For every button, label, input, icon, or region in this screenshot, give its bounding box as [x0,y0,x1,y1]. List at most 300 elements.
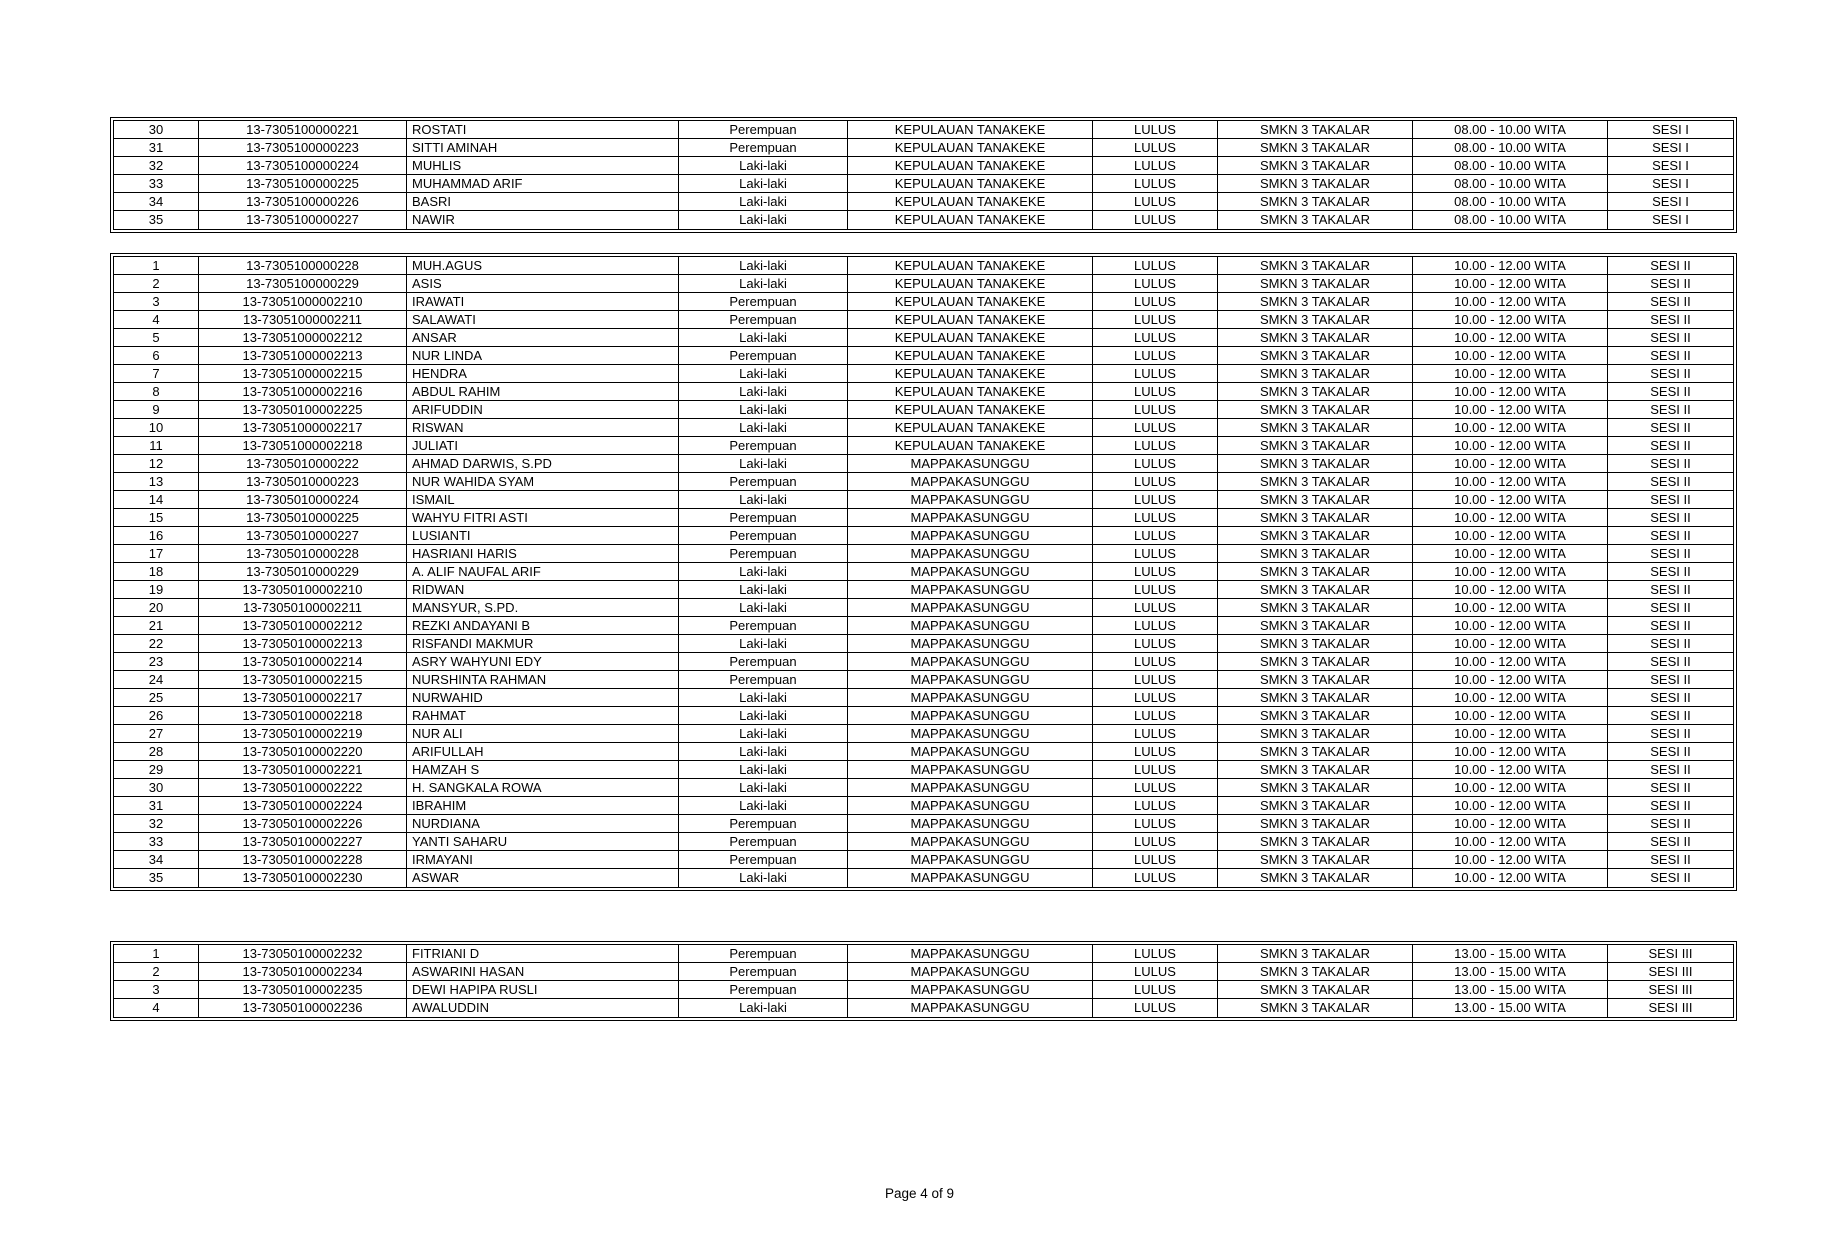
cell-no: 9 [114,401,199,419]
cell-no: 27 [114,725,199,743]
cell-school: SMKN 3 TAKALAR [1218,257,1413,275]
cell-session: SESI II [1608,491,1733,509]
cell-no: 7 [114,365,199,383]
cell-name: ASWAR [407,869,679,887]
table-row [114,293,1733,311]
cell-school: SMKN 3 TAKALAR [1218,401,1413,419]
cell-session: SESI II [1608,401,1733,419]
cell-no: 28 [114,743,199,761]
cell-gender: Laki-laki [679,599,848,617]
cell-district: MAPPAKASUNGGU [848,851,1093,869]
cell-session: SESI II [1608,725,1733,743]
cell-school: SMKN 3 TAKALAR [1218,563,1413,581]
cell-time_wita: 08.00 - 10.00 WITA [1413,193,1608,211]
cell-name: WAHYU FITRI ASTI [407,509,679,527]
cell-exam_number: 13-73050100002213 [199,635,407,653]
cell-no: 1 [114,257,199,275]
cell-time_wita: 13.00 - 15.00 WITA [1413,945,1608,963]
cell-time_wita: 10.00 - 12.00 WITA [1413,563,1608,581]
cell-name: JULIATI [407,437,679,455]
cell-no: 2 [114,963,199,981]
cell-time_wita: 10.00 - 12.00 WITA [1413,455,1608,473]
cell-school: SMKN 3 TAKALAR [1218,945,1413,963]
cell-name: ARIFUDDIN [407,401,679,419]
cell-session: SESI III [1608,945,1733,963]
cell-school: SMKN 3 TAKALAR [1218,635,1413,653]
cell-gender: Laki-laki [679,157,848,175]
cell-time_wita: 10.00 - 12.00 WITA [1413,473,1608,491]
cell-no: 18 [114,563,199,581]
cell-no: 14 [114,491,199,509]
cell-session: SESI II [1608,653,1733,671]
cell-status: LULUS [1093,815,1218,833]
cell-gender: Perempuan [679,121,848,139]
cell-district: KEPULAUAN TANAKEKE [848,157,1093,175]
cell-district: MAPPAKASUNGGU [848,869,1093,887]
cell-district: MAPPAKASUNGGU [848,509,1093,527]
cell-status: LULUS [1093,653,1218,671]
cell-session: SESI II [1608,689,1733,707]
cell-no: 20 [114,599,199,617]
cell-session: SESI II [1608,419,1733,437]
cell-status: LULUS [1093,121,1218,139]
cell-exam_number: 13-73050100002226 [199,815,407,833]
cell-district: MAPPAKASUNGGU [848,963,1093,981]
cell-name: ASRY WAHYUNI EDY [407,653,679,671]
cell-district: KEPULAUAN TANAKEKE [848,257,1093,275]
table-row [114,419,1733,437]
cell-name: REZKI ANDAYANI B [407,617,679,635]
cell-gender: Laki-laki [679,707,848,725]
cell-gender: Laki-laki [679,419,848,437]
cell-school: SMKN 3 TAKALAR [1218,833,1413,851]
table-row [114,329,1733,347]
page-footer: Page 4 of 9 [884,1186,955,1201]
cell-exam_number: 13-73050100002212 [199,617,407,635]
cell-no: 6 [114,347,199,365]
cell-session: SESI II [1608,455,1733,473]
cell-district: MAPPAKASUNGGU [848,473,1093,491]
cell-time_wita: 10.00 - 12.00 WITA [1413,689,1608,707]
cell-time_wita: 08.00 - 10.00 WITA [1413,121,1608,139]
cell-time_wita: 10.00 - 12.00 WITA [1413,275,1608,293]
cell-status: LULUS [1093,455,1218,473]
session-1-table-wrap [110,117,1737,233]
cell-no: 2 [114,275,199,293]
cell-name: FITRIANI D [407,945,679,963]
cell-gender: Laki-laki [679,761,848,779]
cell-name: NURDIANA [407,815,679,833]
cell-no: 19 [114,581,199,599]
cell-exam_number: 13-7305100000227 [199,211,407,229]
cell-school: SMKN 3 TAKALAR [1218,761,1413,779]
cell-no: 25 [114,689,199,707]
cell-school: SMKN 3 TAKALAR [1218,193,1413,211]
cell-time_wita: 08.00 - 10.00 WITA [1413,157,1608,175]
cell-district: KEPULAUAN TANAKEKE [848,401,1093,419]
cell-name: NURSHINTA RAHMAN [407,671,679,689]
cell-exam_number: 13-73050100002232 [199,945,407,963]
cell-status: LULUS [1093,383,1218,401]
cell-time_wita: 10.00 - 12.00 WITA [1413,815,1608,833]
table-row [114,275,1733,293]
cell-name: IRAWATI [407,293,679,311]
table-row [114,779,1733,797]
cell-time_wita: 10.00 - 12.00 WITA [1413,653,1608,671]
cell-district: MAPPAKASUNGGU [848,779,1093,797]
cell-gender: Laki-laki [679,257,848,275]
cell-no: 34 [114,851,199,869]
table-row [114,175,1733,193]
cell-school: SMKN 3 TAKALAR [1218,689,1413,707]
cell-time_wita: 10.00 - 12.00 WITA [1413,617,1608,635]
cell-gender: Perempuan [679,671,848,689]
cell-exam_number: 13-7305100000229 [199,275,407,293]
table-row [114,689,1733,707]
cell-district: MAPPAKASUNGGU [848,743,1093,761]
cell-exam_number: 13-73050100002219 [199,725,407,743]
cell-district: MAPPAKASUNGGU [848,761,1093,779]
cell-school: SMKN 3 TAKALAR [1218,963,1413,981]
cell-time_wita: 10.00 - 12.00 WITA [1413,545,1608,563]
cell-school: SMKN 3 TAKALAR [1218,815,1413,833]
cell-district: MAPPAKASUNGGU [848,599,1093,617]
results-table-sesi-2 [110,253,1737,891]
cell-no: 33 [114,833,199,851]
cell-exam_number: 13-73050100002218 [199,707,407,725]
cell-name: MUHLIS [407,157,679,175]
cell-no: 15 [114,509,199,527]
cell-status: LULUS [1093,635,1218,653]
cell-school: SMKN 3 TAKALAR [1218,311,1413,329]
cell-status: LULUS [1093,275,1218,293]
cell-gender: Perempuan [679,527,848,545]
cell-status: LULUS [1093,981,1218,999]
cell-exam_number: 13-7305010000223 [199,473,407,491]
cell-time_wita: 10.00 - 12.00 WITA [1413,671,1608,689]
table-row [114,193,1733,211]
cell-exam_number: 13-73051000002215 [199,365,407,383]
cell-gender: Laki-laki [679,401,848,419]
cell-status: LULUS [1093,671,1218,689]
cell-district: KEPULAUAN TANAKEKE [848,121,1093,139]
cell-district: MAPPAKASUNGGU [848,707,1093,725]
cell-school: SMKN 3 TAKALAR [1218,275,1413,293]
cell-status: LULUS [1093,347,1218,365]
cell-no: 4 [114,311,199,329]
cell-session: SESI I [1608,175,1733,193]
cell-school: SMKN 3 TAKALAR [1218,329,1413,347]
cell-no: 10 [114,419,199,437]
cell-school: SMKN 3 TAKALAR [1218,779,1413,797]
cell-district: MAPPAKASUNGGU [848,671,1093,689]
cell-school: SMKN 3 TAKALAR [1218,653,1413,671]
cell-status: LULUS [1093,945,1218,963]
cell-session: SESI II [1608,347,1733,365]
cell-time_wita: 10.00 - 12.00 WITA [1413,869,1608,887]
cell-exam_number: 13-7305010000222 [199,455,407,473]
cell-name: RISFANDI MAKMUR [407,635,679,653]
cell-exam_number: 13-7305100000226 [199,193,407,211]
cell-time_wita: 10.00 - 12.00 WITA [1413,329,1608,347]
cell-status: LULUS [1093,617,1218,635]
table-row [114,157,1733,175]
cell-status: LULUS [1093,401,1218,419]
cell-exam_number: 13-73051000002211 [199,311,407,329]
table-row [114,981,1733,999]
cell-exam_number: 13-73050100002215 [199,671,407,689]
cell-time_wita: 10.00 - 12.00 WITA [1413,725,1608,743]
cell-gender: Perempuan [679,963,848,981]
cell-school: SMKN 3 TAKALAR [1218,175,1413,193]
cell-exam_number: 13-7305010000229 [199,563,407,581]
cell-no: 11 [114,437,199,455]
cell-time_wita: 10.00 - 12.00 WITA [1413,365,1608,383]
cell-session: SESI I [1608,193,1733,211]
cell-exam_number: 13-73051000002212 [199,329,407,347]
table-row [114,797,1733,815]
cell-exam_number: 13-73050100002214 [199,653,407,671]
cell-time_wita: 10.00 - 12.00 WITA [1413,707,1608,725]
table-row [114,121,1733,139]
cell-gender: Laki-laki [679,563,848,581]
cell-exam_number: 13-73051000002216 [199,383,407,401]
cell-school: SMKN 3 TAKALAR [1218,293,1413,311]
table-row [114,761,1733,779]
cell-status: LULUS [1093,193,1218,211]
table-row [114,401,1733,419]
cell-status: LULUS [1093,563,1218,581]
cell-name: ARIFULLAH [407,743,679,761]
cell-district: MAPPAKASUNGGU [848,653,1093,671]
cell-name: HASRIANI HARIS [407,545,679,563]
cell-session: SESI II [1608,311,1733,329]
cell-no: 29 [114,761,199,779]
table-row [114,437,1733,455]
cell-session: SESI II [1608,599,1733,617]
cell-exam_number: 13-73050100002222 [199,779,407,797]
cell-gender: Perempuan [679,653,848,671]
cell-exam_number: 13-7305010000227 [199,527,407,545]
cell-district: MAPPAKASUNGGU [848,815,1093,833]
cell-time_wita: 10.00 - 12.00 WITA [1413,437,1608,455]
cell-school: SMKN 3 TAKALAR [1218,707,1413,725]
session-3-table-wrap [110,941,1737,1021]
cell-name: NUR LINDA [407,347,679,365]
cell-no: 3 [114,293,199,311]
cell-name: MUHAMMAD ARIF [407,175,679,193]
cell-time_wita: 13.00 - 15.00 WITA [1413,981,1608,999]
cell-district: MAPPAKASUNGGU [848,981,1093,999]
cell-time_wita: 10.00 - 12.00 WITA [1413,833,1608,851]
cell-gender: Laki-laki [679,211,848,229]
cell-exam_number: 13-73050100002217 [199,689,407,707]
cell-session: SESI II [1608,257,1733,275]
cell-status: LULUS [1093,473,1218,491]
cell-session: SESI II [1608,581,1733,599]
cell-exam_number: 13-73050100002225 [199,401,407,419]
cell-school: SMKN 3 TAKALAR [1218,121,1413,139]
cell-exam_number: 13-73050100002220 [199,743,407,761]
cell-status: LULUS [1093,707,1218,725]
cell-school: SMKN 3 TAKALAR [1218,139,1413,157]
table-row [114,945,1733,963]
cell-name: HAMZAH S [407,761,679,779]
cell-district: KEPULAUAN TANAKEKE [848,293,1093,311]
cell-name: MUH.AGUS [407,257,679,275]
cell-gender: Laki-laki [679,581,848,599]
cell-name: NUR ALI [407,725,679,743]
cell-exam_number: 13-7305010000225 [199,509,407,527]
cell-gender: Perempuan [679,617,848,635]
session-2-table-wrap [110,253,1737,891]
cell-no: 21 [114,617,199,635]
cell-exam_number: 13-73050100002227 [199,833,407,851]
cell-exam_number: 13-73050100002230 [199,869,407,887]
cell-school: SMKN 3 TAKALAR [1218,545,1413,563]
cell-name: RAHMAT [407,707,679,725]
cell-time_wita: 10.00 - 12.00 WITA [1413,383,1608,401]
cell-session: SESI II [1608,743,1733,761]
cell-session: SESI II [1608,545,1733,563]
cell-name: RISWAN [407,419,679,437]
cell-exam_number: 13-73051000002210 [199,293,407,311]
cell-time_wita: 10.00 - 12.00 WITA [1413,509,1608,527]
cell-time_wita: 10.00 - 12.00 WITA [1413,311,1608,329]
cell-gender: Laki-laki [679,635,848,653]
cell-status: LULUS [1093,509,1218,527]
table-row [114,257,1733,275]
cell-district: KEPULAUAN TANAKEKE [848,193,1093,211]
cell-exam_number: 13-73051000002218 [199,437,407,455]
cell-no: 24 [114,671,199,689]
table-row [114,365,1733,383]
cell-name: ABDUL RAHIM [407,383,679,401]
cell-exam_number: 13-73051000002217 [199,419,407,437]
cell-gender: Perempuan [679,139,848,157]
cell-session: SESI II [1608,779,1733,797]
cell-name: IBRAHIM [407,797,679,815]
cell-gender: Laki-laki [679,383,848,401]
table-row [114,527,1733,545]
cell-no: 35 [114,869,199,887]
results-table-sesi-1 [110,117,1737,233]
cell-time_wita: 08.00 - 10.00 WITA [1413,175,1608,193]
cell-gender: Laki-laki [679,999,848,1017]
cell-gender: Laki-laki [679,743,848,761]
cell-time_wita: 10.00 - 12.00 WITA [1413,599,1608,617]
cell-school: SMKN 3 TAKALAR [1218,851,1413,869]
table-row [114,707,1733,725]
cell-no: 13 [114,473,199,491]
cell-district: KEPULAUAN TANAKEKE [848,275,1093,293]
cell-exam_number: 13-7305100000223 [199,139,407,157]
cell-time_wita: 10.00 - 12.00 WITA [1413,761,1608,779]
cell-name: AHMAD DARWIS, S.PD [407,455,679,473]
cell-no: 33 [114,175,199,193]
cell-exam_number: 13-73050100002234 [199,963,407,981]
table-row [114,211,1733,229]
table-row [114,383,1733,401]
cell-session: SESI II [1608,797,1733,815]
cell-gender: Perempuan [679,437,848,455]
cell-gender: Laki-laki [679,329,848,347]
cell-district: MAPPAKASUNGGU [848,635,1093,653]
table-row [114,347,1733,365]
cell-school: SMKN 3 TAKALAR [1218,211,1413,229]
cell-status: LULUS [1093,797,1218,815]
cell-no: 32 [114,815,199,833]
cell-school: SMKN 3 TAKALAR [1218,797,1413,815]
cell-name: NURWAHID [407,689,679,707]
cell-gender: Laki-laki [679,365,848,383]
table-row [114,509,1733,527]
cell-gender: Laki-laki [679,175,848,193]
results-table-sesi-3 [110,941,1737,1021]
cell-gender: Laki-laki [679,491,848,509]
cell-gender: Perempuan [679,945,848,963]
cell-status: LULUS [1093,491,1218,509]
cell-session: SESI II [1608,833,1733,851]
cell-gender: Laki-laki [679,455,848,473]
cell-status: LULUS [1093,527,1218,545]
cell-no: 26 [114,707,199,725]
cell-school: SMKN 3 TAKALAR [1218,869,1413,887]
cell-session: SESI II [1608,707,1733,725]
cell-district: KEPULAUAN TANAKEKE [848,383,1093,401]
cell-session: SESI II [1608,383,1733,401]
cell-status: LULUS [1093,139,1218,157]
cell-status: LULUS [1093,581,1218,599]
cell-time_wita: 10.00 - 12.00 WITA [1413,419,1608,437]
table-row [114,455,1733,473]
table-row [114,599,1733,617]
cell-gender: Perempuan [679,981,848,999]
table-row [114,833,1733,851]
cell-status: LULUS [1093,175,1218,193]
cell-gender: Laki-laki [679,779,848,797]
cell-school: SMKN 3 TAKALAR [1218,157,1413,175]
table-row [114,617,1733,635]
cell-name: MANSYUR, S.PD. [407,599,679,617]
cell-exam_number: 13-73050100002221 [199,761,407,779]
cell-district: MAPPAKASUNGGU [848,491,1093,509]
cell-school: SMKN 3 TAKALAR [1218,981,1413,999]
cell-no: 23 [114,653,199,671]
cell-session: SESI II [1608,275,1733,293]
cell-name: ISMAIL [407,491,679,509]
cell-session: SESI II [1608,473,1733,491]
cell-gender: Perempuan [679,347,848,365]
cell-name: NAWIR [407,211,679,229]
cell-name: ROSTATI [407,121,679,139]
table-row [114,635,1733,653]
cell-school: SMKN 3 TAKALAR [1218,365,1413,383]
cell-time_wita: 13.00 - 15.00 WITA [1413,963,1608,981]
cell-no: 17 [114,545,199,563]
cell-status: LULUS [1093,833,1218,851]
cell-school: SMKN 3 TAKALAR [1218,527,1413,545]
cell-status: LULUS [1093,999,1218,1017]
cell-district: MAPPAKASUNGGU [848,545,1093,563]
cell-name: HENDRA [407,365,679,383]
cell-no: 8 [114,383,199,401]
cell-session: SESI III [1648,1000,1693,1016]
cell-school: SMKN 3 TAKALAR [1218,347,1413,365]
cell-no: 3 [114,981,199,999]
cell-session: SESI I [1608,139,1733,157]
cell-time_wita: 10.00 - 12.00 WITA [1413,527,1608,545]
